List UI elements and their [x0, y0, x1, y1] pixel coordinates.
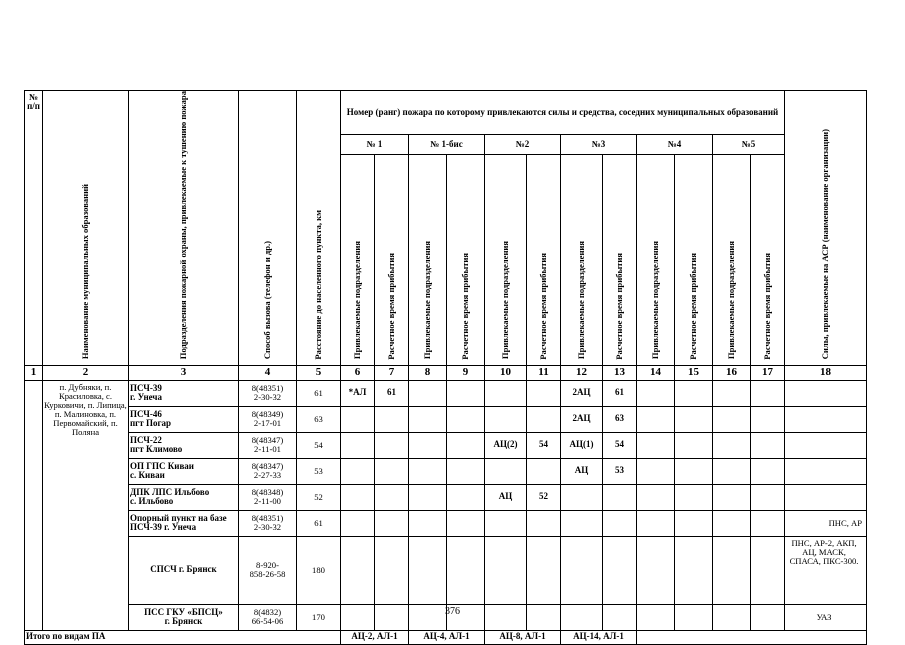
rank-2: №2 [485, 134, 561, 154]
rank1-units [341, 510, 375, 536]
rank1bis-units [409, 536, 447, 604]
rank1bis-time [447, 380, 485, 406]
rank-3: №3 [561, 134, 637, 154]
rank5-time [751, 484, 785, 510]
col-number: 9 [447, 365, 485, 380]
rank1-time [375, 458, 409, 484]
rank5-time [751, 458, 785, 484]
asr-cell: ПНС, АР [785, 510, 867, 536]
rank4-time [675, 432, 713, 458]
rank2-units [485, 536, 527, 604]
totals-rank2: АЦ-8, АЛ-1 [485, 630, 561, 644]
sub-units-4: Привлекаемые подразделения [637, 155, 675, 365]
unit-cell: ПСС ГКУ «БПСЦ» г. Брянск [129, 604, 239, 630]
asr-cell: УАЗ [785, 604, 867, 630]
rank2-time: 54 [527, 432, 561, 458]
unit-cell: ДПК ЛПС Ильбово с. Ильбово [129, 484, 239, 510]
page-number: 376 [445, 606, 460, 617]
rank2-units [485, 380, 527, 406]
rank2-units: АЦ [485, 484, 527, 510]
rank4-units [637, 432, 675, 458]
unit-cell: ПСЧ-46 пгт Погар [129, 406, 239, 432]
rank4-units [637, 484, 675, 510]
rank4-time [675, 536, 713, 604]
sub-time-1bis: Расчетное время прибытия [447, 155, 485, 365]
distance-cell: 52 [297, 484, 341, 510]
table-row [25, 458, 867, 484]
rank4-units [637, 406, 675, 432]
table-row [25, 432, 867, 458]
rank5-units [713, 432, 751, 458]
phone-cell: 8(48349) 2-17-01 [239, 406, 297, 432]
column-numbers-row [25, 365, 867, 380]
col-number: 16 [713, 365, 751, 380]
rank3-time: 63 [603, 406, 637, 432]
rank1-time [375, 536, 409, 604]
phone-cell: 8(48348) 2-11-00 [239, 484, 297, 510]
rank2-units: АЦ(2) [485, 432, 527, 458]
col-number: 7 [375, 365, 409, 380]
rank1bis-time [447, 458, 485, 484]
rank3-time [603, 510, 637, 536]
rank4-time [675, 406, 713, 432]
rank1bis-time [447, 536, 485, 604]
rank3-units: АЦ(1) [561, 432, 603, 458]
distance-cell: 63 [297, 406, 341, 432]
sub-units-1bis: Привлекаемые подразделения [409, 155, 447, 365]
col-number: 12 [561, 365, 603, 380]
col-number: 8 [409, 365, 447, 380]
rank1bis-time [447, 432, 485, 458]
rank1-units [341, 458, 375, 484]
rank4-time [675, 380, 713, 406]
phone-cell: 8-920- 858-26-58 [239, 536, 297, 604]
rank1bis-time [447, 406, 485, 432]
table-row [25, 380, 867, 406]
sub-units-1: Привлекаемые подразделения [341, 155, 375, 365]
asr-cell [785, 406, 867, 432]
table-row [25, 510, 867, 536]
col-number: 3 [129, 365, 239, 380]
rank4-time [675, 510, 713, 536]
phone-cell: 8(48351) 2-30-32 [239, 510, 297, 536]
rank1-time [375, 484, 409, 510]
rank2-units [485, 458, 527, 484]
distance-cell: 180 [297, 536, 341, 604]
rank-1bis: № 1-бис [409, 134, 485, 154]
rank1bis-units [409, 406, 447, 432]
rank1-time [375, 510, 409, 536]
sub-time-3: Расчетное время прибытия [603, 155, 637, 365]
table-row [25, 484, 867, 510]
unit-cell: СПСЧ г. Брянск [129, 536, 239, 604]
totals-empty [637, 630, 867, 644]
rank2-time [527, 510, 561, 536]
distance-cell: 53 [297, 458, 341, 484]
rank2-time [527, 536, 561, 604]
totals-rank1: АЦ-2, АЛ-1 [341, 630, 409, 644]
rank2-time: 52 [527, 484, 561, 510]
asr-cell: ПНС, АР-2, АКП, АЦ, МАСК, СПАСА, ПКС-300. [785, 536, 867, 604]
table-row [25, 406, 867, 432]
rank1-time [375, 432, 409, 458]
rank1bis-time [447, 510, 485, 536]
asr-cell [785, 484, 867, 510]
header-municipalities: Наименование муниципальных образований [43, 91, 129, 366]
rank2-time [527, 406, 561, 432]
sub-units-3: Привлекаемые подразделения [561, 155, 603, 365]
distance-cell: 170 [297, 604, 341, 630]
rank1-units: *АЛ [341, 380, 375, 406]
rank1-units [341, 536, 375, 604]
totals-row [25, 630, 867, 644]
rank3-time [603, 536, 637, 604]
sub-time-4: Расчетное время прибытия [675, 155, 713, 365]
rank3-units: 2АЦ [561, 380, 603, 406]
header-units: Подразделения пожарной охраны, привлекаемые к тушению пожара [129, 91, 239, 366]
rank3-time: 54 [603, 432, 637, 458]
rank3-units [561, 484, 603, 510]
asr-cell [785, 380, 867, 406]
col-number: 10 [485, 365, 527, 380]
header-asr-forces: Силы, привлекаемые на АСР (наименование организации) [785, 91, 867, 366]
rank4-time [675, 458, 713, 484]
rank1-units [341, 432, 375, 458]
rank5-units [713, 406, 751, 432]
col-number: 2 [43, 365, 129, 380]
row-number-cell [25, 380, 43, 630]
col-number: 5 [297, 365, 341, 380]
col-number: 1 [25, 365, 43, 380]
col-number: 14 [637, 365, 675, 380]
rank4-units [637, 536, 675, 604]
rank5-units [713, 484, 751, 510]
rank-5: №5 [713, 134, 785, 154]
rank2-time [527, 458, 561, 484]
col-number: 6 [341, 365, 375, 380]
rank4-units [637, 458, 675, 484]
rank1-time: 61 [375, 380, 409, 406]
rank4-units [637, 380, 675, 406]
col-number: 15 [675, 365, 713, 380]
col-number: 11 [527, 365, 561, 380]
rank1bis-units [409, 432, 447, 458]
rank4-time [675, 484, 713, 510]
unit-cell: ОП ГПС Киваи с. Киваи [129, 458, 239, 484]
rank3-units: 2АЦ [561, 406, 603, 432]
unit-cell: ПСЧ-39 г. Унеча [129, 380, 239, 406]
col-number: 17 [751, 365, 785, 380]
distance-cell: 54 [297, 432, 341, 458]
rank1-units [341, 484, 375, 510]
header-call-method: Способ вызова (телефон и др.) [239, 91, 297, 366]
rank1bis-time [447, 484, 485, 510]
table-row [25, 536, 867, 604]
rank1bis-units [409, 484, 447, 510]
totals-rank1bis: АЦ-4, АЛ-1 [409, 630, 485, 644]
sub-time-1: Расчетное время прибытия [375, 155, 409, 365]
rank1-units [341, 406, 375, 432]
rank3-time: 53 [603, 458, 637, 484]
rank5-units [713, 510, 751, 536]
header-distance: Расстояние до населенного пункта, км [297, 91, 341, 366]
rank1bis-units [409, 380, 447, 406]
totals-label: Итого по видам ПА [25, 630, 341, 644]
asr-cell [785, 458, 867, 484]
rank5-time [751, 432, 785, 458]
rank1bis-units [409, 458, 447, 484]
unit-cell: ПСЧ-22 пгт Климово [129, 432, 239, 458]
rank5-units [713, 380, 751, 406]
rank-4: №4 [637, 134, 713, 154]
header-num: № п/п [25, 91, 43, 366]
rank1bis-units [409, 510, 447, 536]
rank5-time [751, 536, 785, 604]
phone-cell: 8(4832) 66-54-06 [239, 604, 297, 630]
sub-units-5: Привлекаемые подразделения [713, 155, 751, 365]
unit-cell: Опорный пункт на базе ПСЧ-39 г. Унеча [129, 510, 239, 536]
sub-units-2: Привлекаемые подразделения [485, 155, 527, 365]
municipalities-cell: п. Дубняки, п. Красиловка, с. Курковичи, п. Липица, п. Малиновка, п. Первомайский, п. Поляна [43, 380, 129, 630]
rank4-units [637, 510, 675, 536]
distance-cell: 61 [297, 380, 341, 406]
rank1-time [375, 406, 409, 432]
totals-rank3: АЦ-14, АЛ-1 [561, 630, 637, 644]
header-rank-group: Номер (ранг) пожара по которому привлекаются силы и средства, соседних муниципальных образований [341, 91, 785, 135]
fire-forces-table [24, 90, 867, 645]
rank3-units [561, 510, 603, 536]
rank3-time [603, 484, 637, 510]
col-number: 4 [239, 365, 297, 380]
rank2-time [527, 380, 561, 406]
rank3-units: АЦ [561, 458, 603, 484]
rank-1: № 1 [341, 134, 409, 154]
col-number: 13 [603, 365, 637, 380]
phone-cell: 8(48347) 2-27-33 [239, 458, 297, 484]
rank5-units [713, 536, 751, 604]
rank2-units [485, 406, 527, 432]
rank3-units [561, 536, 603, 604]
phone-cell: 8(48351) 2-30-32 [239, 380, 297, 406]
col-number: 18 [785, 365, 867, 380]
distance-cell: 61 [297, 510, 341, 536]
rank5-units [713, 458, 751, 484]
rank3-time: 61 [603, 380, 637, 406]
asr-cell [785, 432, 867, 458]
sub-time-5: Расчетное время прибытия [751, 155, 785, 365]
rank5-time [751, 380, 785, 406]
rank5-time [751, 406, 785, 432]
phone-cell: 8(48347) 2-11-01 [239, 432, 297, 458]
rank5-time [751, 510, 785, 536]
rank2-units [485, 510, 527, 536]
sub-time-2: Расчетное время прибытия [527, 155, 561, 365]
